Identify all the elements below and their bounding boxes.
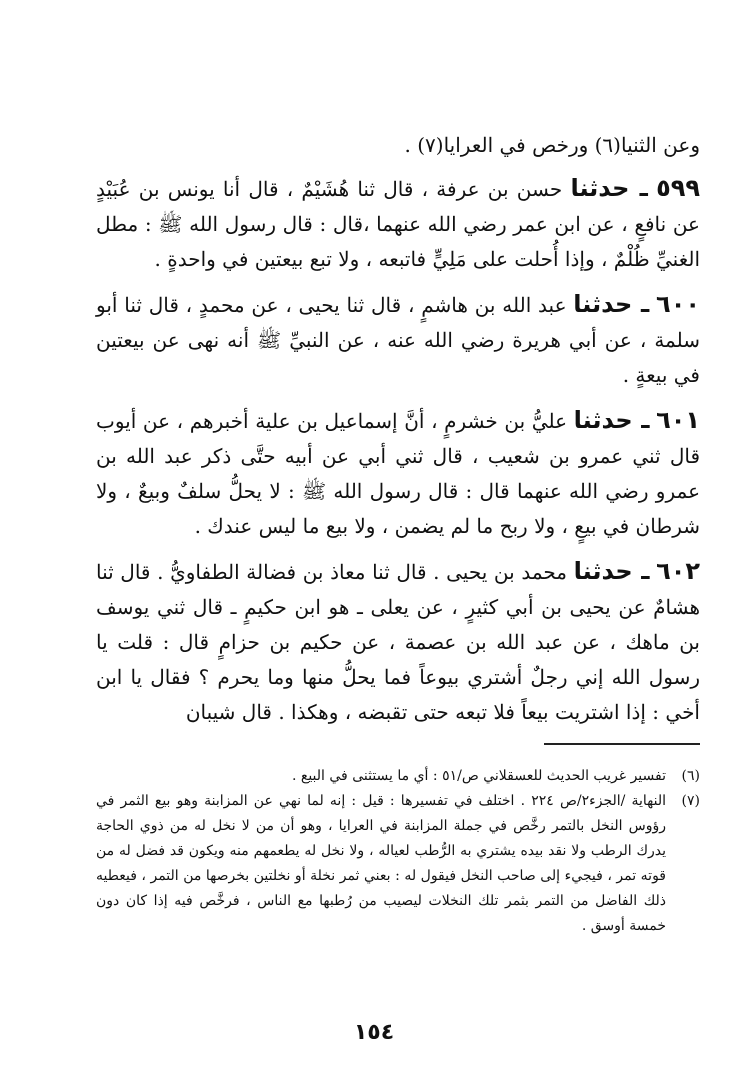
main-text [96, 128, 700, 740]
footnote-7 [96, 789, 700, 939]
footnote-number: (٦) [681, 768, 700, 784]
footnote-text: النهاية /الجزء٢/ص ٢٢٤ . اختلف في تفسيرها : قيل : إنه لما نهي عن المزابنة وهو بيع الثمر في رؤوس النخل بالتمر رخَّص في جملة المزابنة في العرايا ، وهو أن من لا نخل له من ذوي الحاجة يدرك الرطب ولا نقد بيده يشتري به الرُّطب لعياله ، ولا نخل له يطعمهم منه ويكون قد فضل له من قوته تمر ، فيجيء إلى صاحب النخل فيقول له : بعني ثمر نخلة أو نخلتين بخرصها من التمر ، فيعطيه ذلك الفاضل من التمر بثمر تلك النخلات ليصيب من رُطبها مع الناس ، فرخَّص فيه إذا كان دون خمسة أوسق . [96, 793, 667, 934]
hadith-text: عبد الله بن هاشمٍ ، قال ثنا يحيى ، عن محمدٍ ، قال ثنا أبو سلمة ، عن أبي هريرة رضي الله عنه ، عن النبيِّ ﷺ أنه نهى عن بيعتين في بيعةٍ . [96, 293, 700, 387]
hadith-600 [96, 287, 700, 393]
hadith-599 [96, 171, 700, 277]
hadith-text: عليُّ بن خشرمٍ ، أنَّ إسماعيل بن علية أخبرهم ، عن أيوب قال ثني عمرو بن شعيب ، قال ثني أبي عن أبيه حتَّى ذكر عبد الله بن عمرو رضي الله عنهما قال : قال رسول الله ﷺ : لا يحلُّ سلفٌ وبيعٌ ، ولا شرطان في بيعٍ ، ولا ربح ما لم يضمن ، ولا بيع ما ليس عندك . [96, 409, 701, 538]
hadith-heading: ـ حدثنا [573, 406, 650, 434]
hadith-heading: ـ حدثنا [573, 290, 650, 318]
hadith-601 [96, 403, 700, 544]
intro-line: وعن الثنيا(٦) ورخص في العرايا(٧) . [404, 133, 700, 157]
hadith-number: ٦٠٢ [656, 557, 701, 585]
hadith-heading: ـ حدثنا [570, 174, 648, 202]
hadith-heading: ـ حدثنا [573, 557, 650, 585]
page-number: ١٥٤ [353, 1020, 395, 1045]
hadith-number: ٦٠٠ [656, 290, 700, 318]
footnote-divider [544, 743, 700, 745]
footnote-number: (٧) [681, 793, 700, 809]
hadith-602 [96, 554, 700, 730]
footnote-text: تفسير غريب الحديث للعسقلاني ص/٥١ : أي ما يستثنى في البيع . [291, 768, 666, 784]
hadith-number: ٦٠١ [656, 406, 701, 434]
hadith-number: ٥٩٩ [656, 174, 701, 202]
footnotes [96, 764, 700, 939]
footnote-6 [96, 764, 700, 789]
hadith-text: محمد بن يحيى . قال ثنا معاذ بن فضالة الطفاويُّ . قال ثنا هشامٌ عن يحيى بن أبي كثيرٍ ، عن يعلى ـ هو ابن حكيمٍ ـ قال ثني يوسف بن ماهك ، عن عبد الله بن عصمة ، عن حكيم بن حزامٍ قال : قلت يا رسول الله إني رجلٌ أشتري بيوعاً فما يحلُّ منها وما يحرم ؟ فقال يا ابن أخي : إذا اشتريت بيعاً فلا تبعه حتى تقبضه ، وهكذا . قال شيبان [96, 560, 700, 724]
hadith-text: حسن بن عرفة ، قال ثنا هُشَيْمٌ ، قال أنا يونس بن عُبَيْدٍ عن نافعٍ ، عن ابن عمر رضي الله عنهما ،قال : قال رسول الله ﷺ : مطل الغنيِّ ظُلْمٌ ، وإذا أُحلت على مَلِيٍّ فاتبعه ، ولا تبع بيعتين في واحدةٍ . [96, 177, 700, 271]
